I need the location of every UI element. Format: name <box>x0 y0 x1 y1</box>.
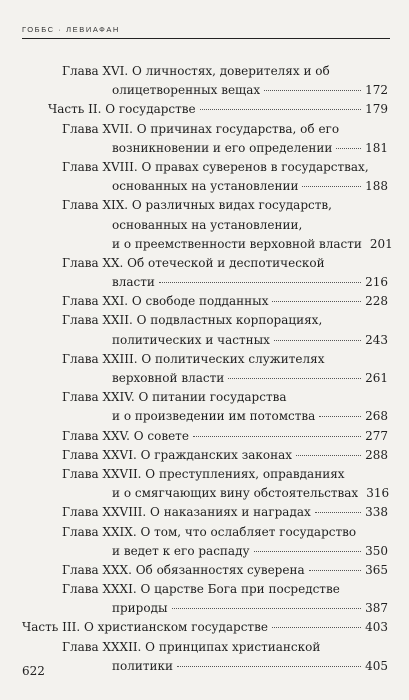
toc-page-number: 261 <box>365 371 388 385</box>
toc-entry-title <box>0 561 409 580</box>
toc-page-number: 201 <box>369 236 393 251</box>
toc-page-number: 243 <box>365 332 388 347</box>
toc-entry-continuation <box>0 599 409 618</box>
toc-entry-title <box>0 350 409 369</box>
toc-entry-continuation <box>0 273 409 292</box>
toc-page-number: 172 <box>365 83 388 98</box>
dot-leader <box>264 90 361 91</box>
toc-entry-title <box>0 446 409 465</box>
toc-entry-text: основанных на установлении <box>112 179 299 194</box>
toc-entry-text: возникновении и его определении <box>112 140 333 155</box>
toc-entry <box>0 350 409 388</box>
toc-entry-title <box>0 638 409 657</box>
toc-page-number: 277 <box>365 428 388 443</box>
toc-page-number: 387 <box>365 601 388 616</box>
dot-leader <box>193 436 361 437</box>
dot-leader <box>319 416 361 417</box>
toc-entry <box>0 427 409 446</box>
toc-page-number: 338 <box>365 505 388 520</box>
toc-entry-title <box>0 523 409 542</box>
toc-entry <box>0 196 409 254</box>
dot-leader <box>302 186 361 187</box>
toc-entry-title <box>0 388 409 407</box>
toc-entry-text: олицетворенных вещах <box>112 83 261 98</box>
dot-leader <box>336 148 361 149</box>
toc-entry-text: природы <box>112 601 168 616</box>
toc-entry-text: основанных на установлении, <box>112 217 303 232</box>
toc-entry-continuation <box>0 216 409 235</box>
toc-entry <box>0 446 409 465</box>
dot-leader <box>272 627 361 628</box>
toc-entry-text: и о смягчающих вину обстоятельствах <box>112 486 359 501</box>
toc-entry-text: Глава XXVIII. О наказаниях и наградах <box>62 505 311 520</box>
toc-entry-text: Глава XXII. О подвластных корпорациях, <box>62 313 323 328</box>
toc-entry <box>0 120 409 158</box>
toc-entry-continuation <box>0 235 409 254</box>
toc-entry-title <box>0 100 409 119</box>
dot-leader <box>309 570 361 571</box>
toc-entry-text: власти <box>112 275 155 290</box>
toc-entry <box>0 62 409 100</box>
toc-entry-continuation <box>0 407 409 426</box>
toc-entry-text: Глава XXIII. О политических служителях <box>62 351 325 366</box>
toc-entry <box>0 618 409 637</box>
toc-entry <box>0 503 409 522</box>
toc-entry-title <box>0 196 409 215</box>
dot-leader <box>315 512 361 513</box>
toc-entry-continuation <box>0 484 409 503</box>
toc-page-number: 216 <box>365 275 388 290</box>
toc-entry-continuation <box>0 81 409 100</box>
toc-entry-text: и ведет к его распаду <box>112 543 250 558</box>
toc-entry-text: Глава XXIV. О питании государства <box>62 390 287 405</box>
toc-entry-title <box>0 254 409 273</box>
dot-leader <box>177 666 361 667</box>
toc-entry-continuation <box>0 139 409 158</box>
toc-entry-title <box>0 580 409 599</box>
toc-entry <box>0 638 409 676</box>
toc-entry-continuation <box>0 331 409 350</box>
toc-page-number: 316 <box>366 486 390 501</box>
running-head: ГОББС · ЛЕВИАФАН <box>22 25 120 34</box>
toc-entry-title <box>0 465 409 484</box>
toc-entry <box>0 465 409 503</box>
toc-entry <box>0 388 409 426</box>
toc-entry <box>0 580 409 618</box>
toc-entry-title <box>0 120 409 139</box>
toc-entry <box>0 254 409 292</box>
table-of-contents <box>0 62 409 676</box>
toc-entry-text: Глава XIX. О различных видах государств, <box>62 198 332 213</box>
dot-leader <box>296 455 361 456</box>
toc-entry-text: Глава XXX. Об обязанностях суверена <box>62 562 305 577</box>
toc-entry <box>0 561 409 580</box>
toc-entry-text: Глава XXVI. О гражданских законах <box>62 447 293 462</box>
toc-page-number: 365 <box>365 562 388 577</box>
toc-page-number: 228 <box>365 294 388 309</box>
toc-page-number: 188 <box>365 179 388 194</box>
toc-page-number: 405 <box>365 658 388 673</box>
toc-entry-title <box>0 62 409 81</box>
toc-entry-continuation <box>0 177 409 196</box>
toc-entry-text: Глава XX. Об отеческой и деспотической <box>62 255 325 270</box>
toc-entry-continuation <box>0 369 409 388</box>
toc-entry-text: Глава XXV. О совете <box>62 428 189 443</box>
toc-entry-title <box>0 158 409 177</box>
toc-entry-title <box>0 292 409 311</box>
toc-entry-text: политических и частных <box>112 332 270 347</box>
toc-entry-title <box>0 427 409 446</box>
toc-entry-text: верховной власти <box>112 371 225 385</box>
toc-entry-text: Глава XXVII. О преступлениях, оправданиях <box>62 466 345 481</box>
dot-leader <box>200 109 361 110</box>
page-number: 622 <box>22 664 45 678</box>
toc-entry-text: Глава XVI. О личностях, доверителях и об <box>62 64 330 78</box>
toc-entry-text: и о преемственности верховной власти <box>112 236 362 251</box>
toc-page-number: 350 <box>365 543 388 558</box>
toc-entry-text: Часть III. О христианском государстве <box>22 620 268 635</box>
toc-entry-continuation <box>0 542 409 561</box>
toc-entry-title <box>0 311 409 330</box>
toc-entry-title <box>0 618 409 637</box>
toc-entry <box>0 292 409 311</box>
toc-entry <box>0 158 409 196</box>
toc-entry-text: Глава XXI. О свободе подданных <box>62 294 269 309</box>
toc-entry-text: Глава XXXI. О царстве Бога при посредстве <box>62 582 340 597</box>
toc-page-number: 181 <box>365 140 388 155</box>
toc-entry-title <box>0 503 409 522</box>
toc-page-number: 268 <box>365 409 388 424</box>
toc-entry <box>0 100 409 119</box>
toc-entry-continuation <box>0 657 409 676</box>
dot-leader <box>228 378 361 379</box>
toc-entry-text: Глава XXXII. О принципах христианской <box>62 639 321 654</box>
toc-entry-text: Часть II. О государстве <box>48 102 196 117</box>
dot-leader <box>274 340 361 341</box>
toc-entry-text: Глава XVIII. О правах суверенов в государствах, <box>62 159 369 174</box>
toc-entry-text: политики <box>112 658 173 673</box>
dot-leader <box>272 301 361 302</box>
toc-entry <box>0 311 409 349</box>
toc-entry-text: и о произведении им потомства <box>112 409 316 424</box>
toc-entry <box>0 523 409 561</box>
dot-leader <box>254 551 362 552</box>
toc-page-number: 403 <box>365 620 388 635</box>
toc-entry-text: Глава XVII. О причинах государства, об его <box>62 121 340 136</box>
header-rule <box>22 38 390 39</box>
toc-entry-text: Глава XXIX. О том, что ослабляет государство <box>62 524 357 539</box>
dot-leader <box>159 282 361 283</box>
toc-page-number: 179 <box>365 102 388 117</box>
dot-leader <box>172 608 362 609</box>
toc-page-number: 288 <box>365 447 388 462</box>
